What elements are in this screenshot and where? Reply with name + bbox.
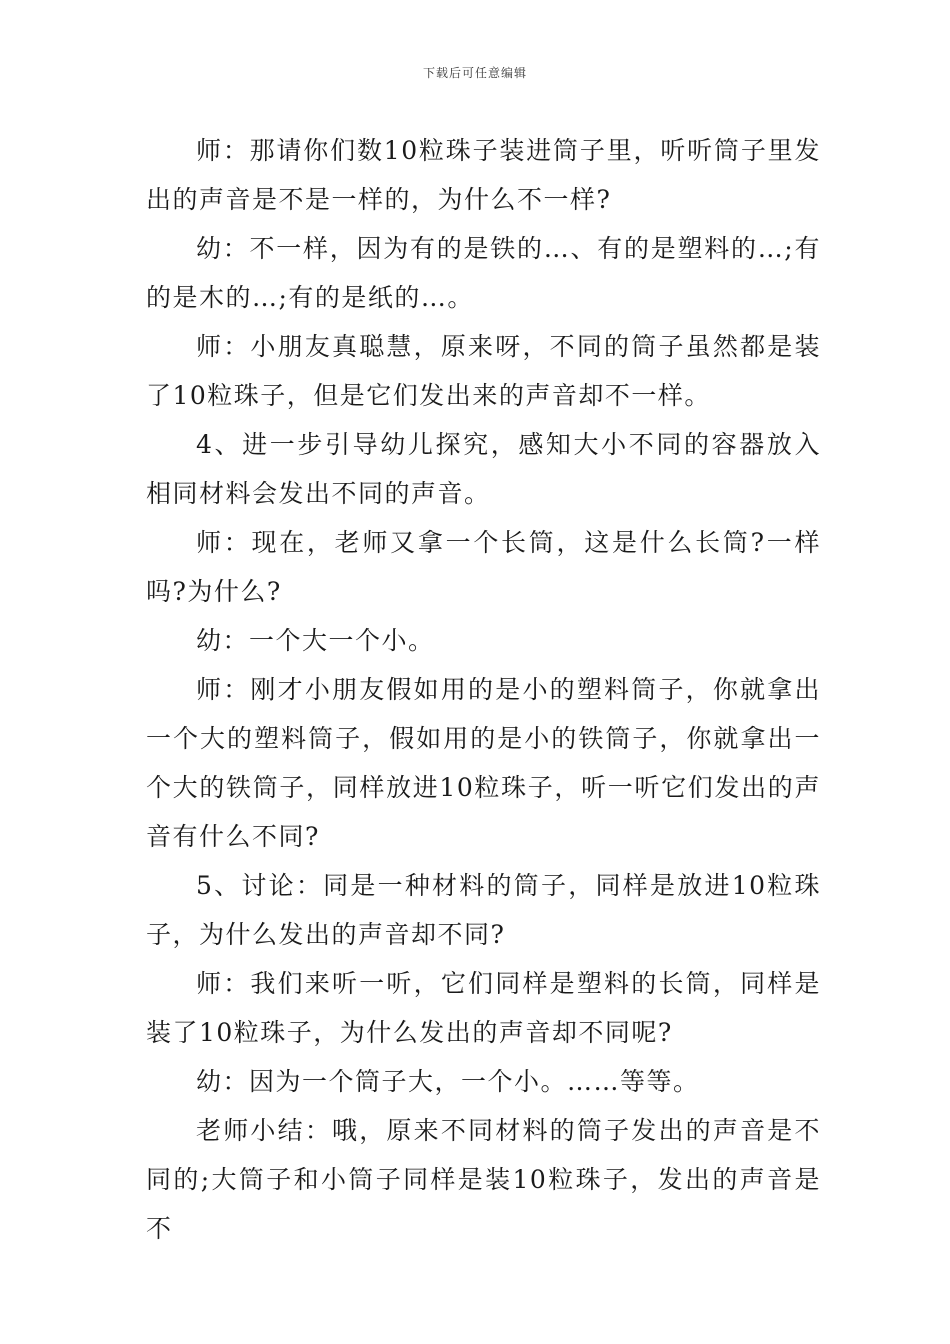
paragraph-step-4: 4、进一步引导幼儿探究，感知大小不同的容器放入相同材料会发出不同的声音。	[146, 430, 821, 508]
paragraph-child-answer: 幼：因为一个筒子大，一个小。……等等。	[196, 1067, 700, 1096]
document-body	[146, 126, 821, 1253]
paragraph-teacher-summary: 老师小结：哦，原来不同材料的筒子发出的声音是不同的;大筒子和小筒子同样是装10粒珠子，发出的声音是不	[146, 1116, 821, 1243]
paragraph-teacher-count-beads: 师：那请你们数10粒珠子装进筒子里，听听筒子里发出的声音是不是一样的，为什么不一样?	[146, 136, 821, 214]
paragraph-teacher-long-tube: 师：现在，老师又拿一个长筒，这是什么长筒?一样吗?为什么?	[146, 528, 821, 606]
paragraph-step-5-discussion: 5、讨论：同是一种材料的筒子，同样是放进10粒珠子，为什么发出的声音却不同?	[146, 871, 821, 949]
paragraph-child-materials: 幼：不一样，因为有的是铁的…、有的是塑料的…;有的是木的…;有的是纸的…。	[146, 234, 821, 312]
paragraph-teacher-big-tube: 师：刚才小朋友假如用的是小的塑料筒子，你就拿出一个大的塑料筒子，假如用的是小的铁筒子，你就拿出一个大的铁筒子，同样放进10粒珠子，听一听它们发出的声音有什么不同?	[146, 675, 821, 851]
paragraph-teacher-listen: 师：我们来听一听，它们同样是塑料的长筒，同样是装了10粒珠子，为什么发出的声音却不同呢?	[146, 969, 821, 1047]
paragraph-teacher-praise: 师：小朋友真聪慧，原来呀，不同的筒子虽然都是装了10粒珠子，但是它们发出来的声音却不一样。	[146, 332, 821, 410]
paragraph-child-size: 幼：一个大一个小。	[196, 626, 435, 655]
page-header: 下载后可任意编辑	[422, 66, 527, 80]
